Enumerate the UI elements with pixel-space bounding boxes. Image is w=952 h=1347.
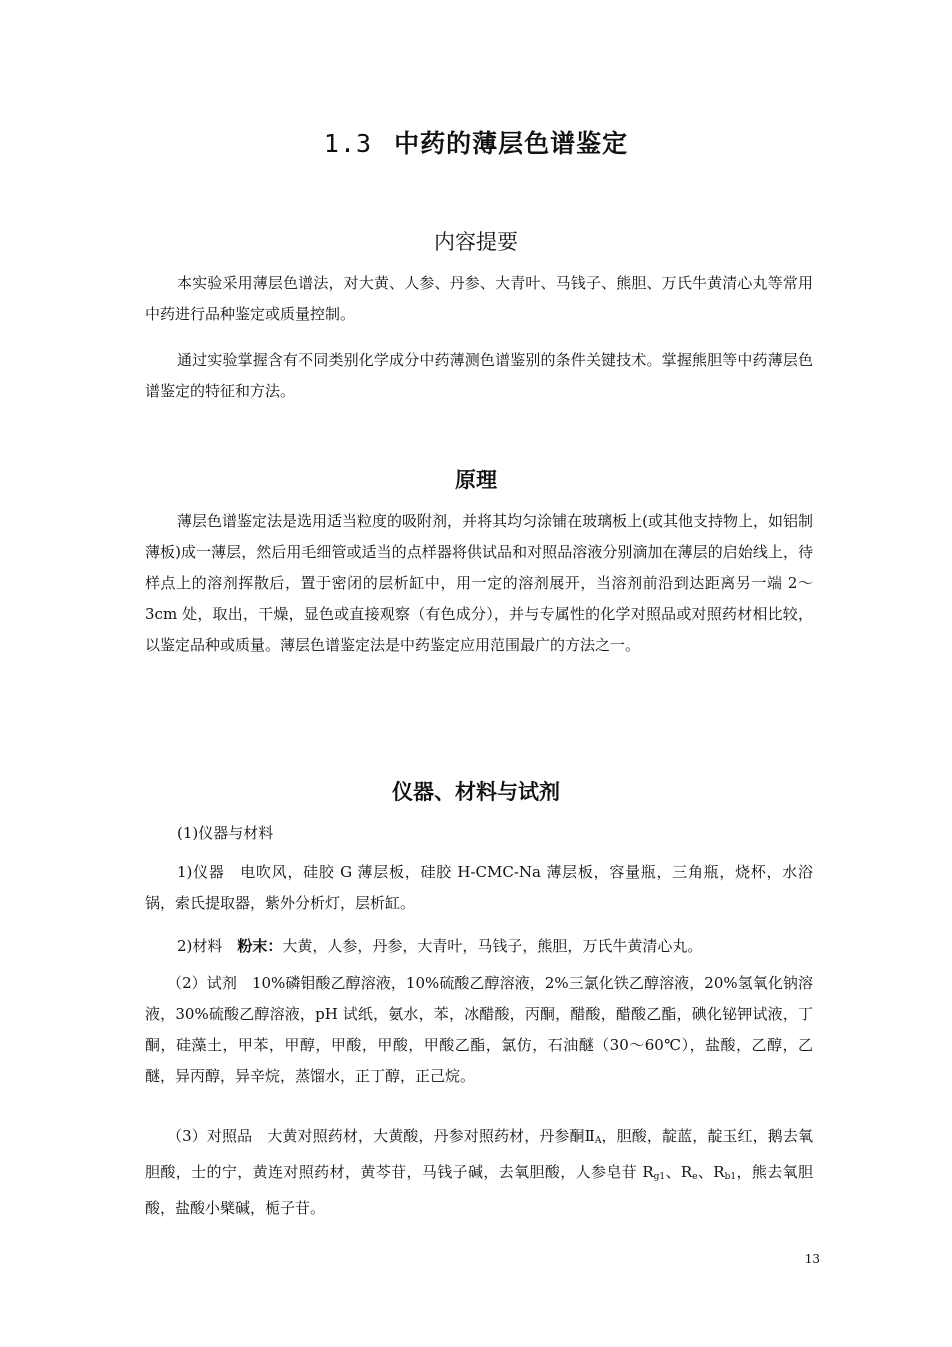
summary-heading: 内容提要 xyxy=(434,230,518,254)
instruments-subheading: (1)仪器与材料 xyxy=(177,824,274,842)
summary-paragraph-1: 本实验采用薄层色谱法，对大黄、人参、丹参、大青叶、马钱子、熊胆、万氏牛黄清心丸等常用中药进行品种鉴定或质量控制。 xyxy=(145,274,813,323)
ref-subscript-e: e xyxy=(692,1172,698,1182)
materials-list: 大黄，人参，丹参，大青叶，马钱子，熊胆，万氏牛黄清心丸。 xyxy=(282,937,703,955)
materials-heading: 仪器、材料与试剂 xyxy=(392,780,560,804)
title-text: 中药的薄层色谱鉴定 xyxy=(394,129,629,158)
materials-label: 2)材料 xyxy=(177,937,238,955)
page-title xyxy=(0,124,952,160)
ref-text-a: （3）对照品 大黄对照药材，大黄酸，丹参对照药材，丹参酮Ⅱ xyxy=(167,1127,595,1145)
reagents-paragraph: （2）试剂 10%磷钼酸乙醇溶液，10%硫酸乙醇溶液，2%三氯化铁乙醇溶液，20%氢氧化钠溶液，30%硫酸乙醇溶液，pH 试纸，氨水，苯，冰醋酸，丙酮，醋酸，醋酸乙酯，碘化铋钾试液，丁酮，硅藻土，甲苯，甲醇，甲酸，甲酸，甲酸乙酯，氯仿，石油醚（30～60℃），盐酸，乙醇，乙醚，异丙醇，异辛烷，蒸馏水，正丁醇，正己烷。 xyxy=(145,974,813,1085)
powder-label: 粉末： xyxy=(237,937,283,955)
principle-paragraph: 薄层色谱鉴定法是选用适当粒度的吸附剂，并将其均匀涂铺在玻璃板上(或其他支持物上，如铝制薄板)成一薄层，然后用毛细管或适当的点样器将供试品和对照品溶液分别滴加在薄层的启始线上，待样点上的溶剂挥散后，置于密闭的层析缸中，用一定的溶剂展开，当溶剂前沿到达距离另一端 2～3cm 处，取出，干燥，显色或直接观察（有色成分），并与专属性的化学对照品或对照药材相比较，以鉴定品种或质量。薄层色谱鉴定法是中药鉴定应用范围最广的方法之一。 xyxy=(145,512,813,654)
instruments-paragraph: 1)仪器 电吹风，硅胶 G 薄层板，硅胶 H-CMC-Na 薄层板，容量瓶，三角瓶，烧杯，水浴锅，索氏提取器，紫外分析灯，层析缸。 xyxy=(145,863,813,912)
reference-standards-paragraph xyxy=(145,1121,813,1224)
ref-text-d: 、R xyxy=(697,1163,725,1181)
summary-paragraph-2: 通过实验掌握含有不同类别化学成分中药薄测色谱鉴别的条件关键技术。掌握熊胆等中药薄层色谱鉴定的特征和方法。 xyxy=(145,351,813,400)
principle-heading: 原理 xyxy=(455,468,497,492)
page-number: 13 xyxy=(804,1252,820,1266)
ref-subscript-a: A xyxy=(594,1136,602,1146)
ref-subscript-b1: b1 xyxy=(724,1172,737,1182)
ref-text-b: ，胆酸，靛蓝，靛玉红，鹅去氧胆酸，士的宁，黄连对照药材，黄芩苷，马钱子碱，去氧胆酸，人参皂苷 R xyxy=(145,1127,813,1181)
ref-subscript-g1: g1 xyxy=(653,1172,666,1182)
ref-text-c: 、R xyxy=(665,1163,693,1181)
ref-text-e: ，熊去氧胆酸，盐酸小檗碱，栀子苷。 xyxy=(145,1163,813,1217)
section-number: 1.3 xyxy=(323,129,373,158)
materials-line xyxy=(145,931,813,962)
